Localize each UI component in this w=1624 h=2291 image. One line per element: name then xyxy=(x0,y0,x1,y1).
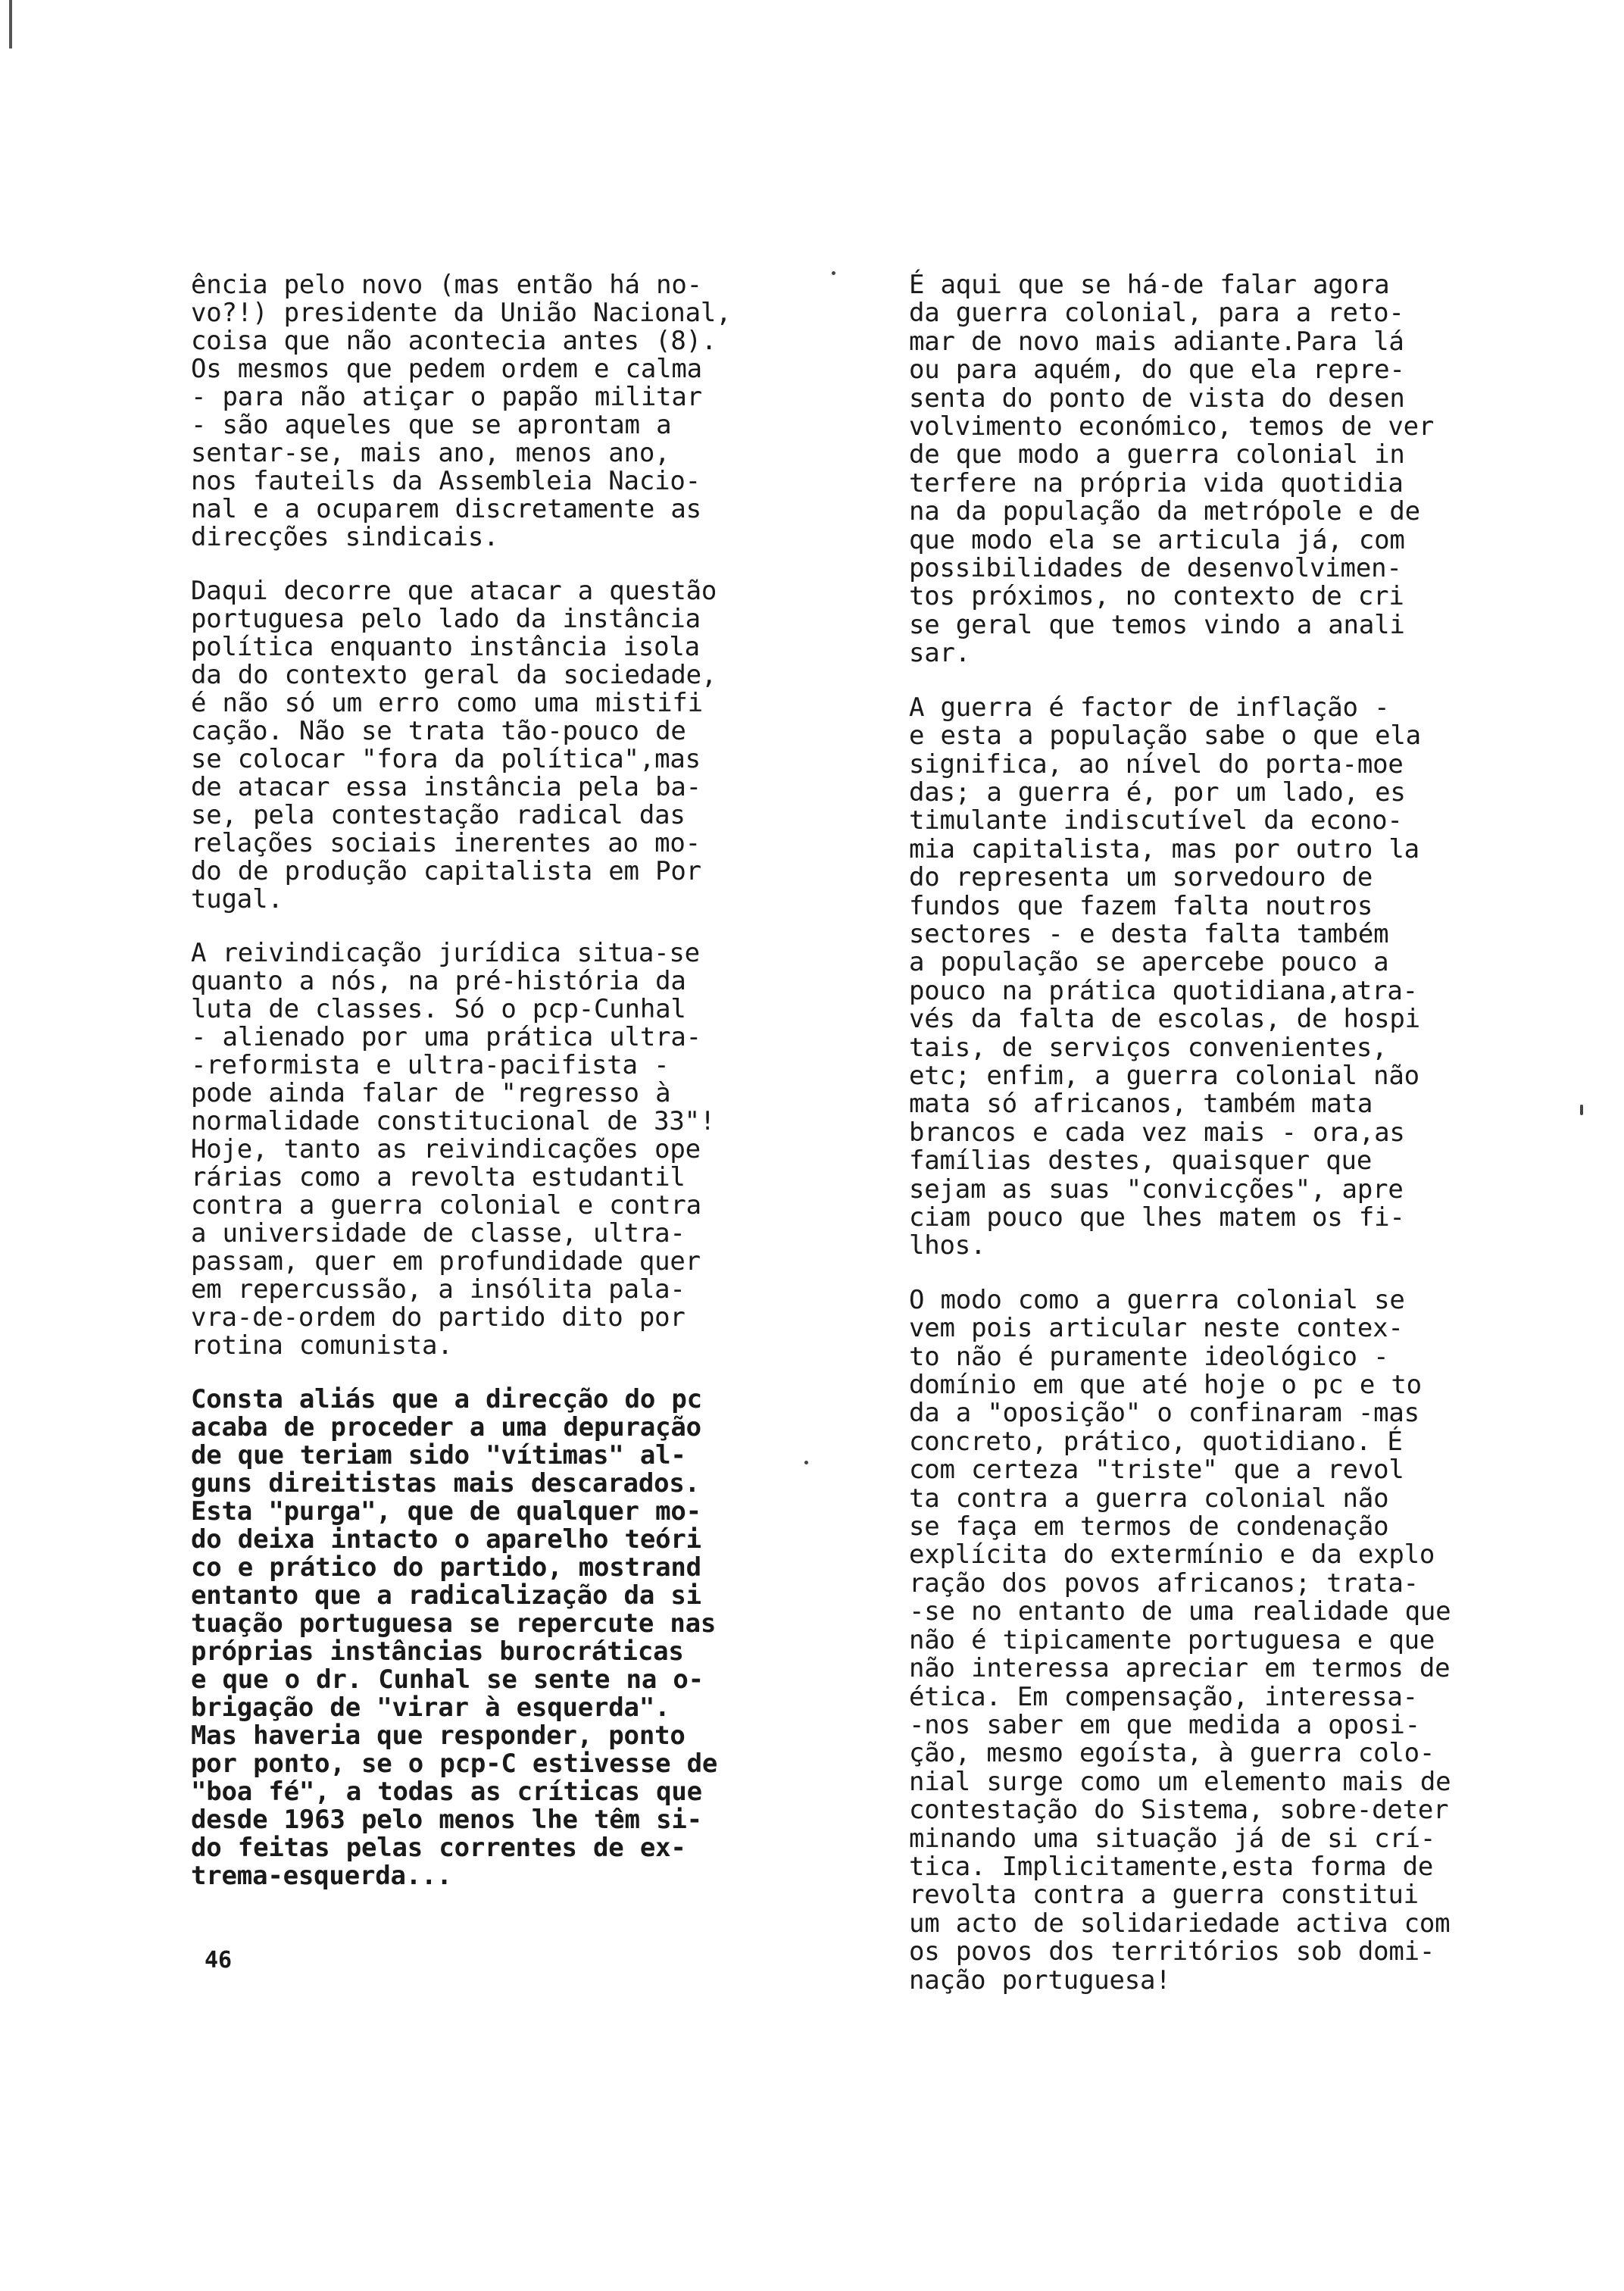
scan-speck xyxy=(832,271,835,275)
page-number: 46 xyxy=(205,1947,233,1974)
scan-edge-mark xyxy=(9,0,12,48)
right-column xyxy=(909,271,1515,2021)
scan-speck xyxy=(804,1461,808,1464)
left-paragraph-2: Daqui decorre que atacar a questão portuguesa pelo lado da instância política enquanto instância isola da do contexto geral da sociedade, é não só um erro como uma mistifi cação. Não se trata tão-pouco de se colocar "fora da política",mas de atacar essa instância pela ba- se, pela contestação radical das relações sociais inerentes ao mo- do de produção capitalista em Por tugal. xyxy=(191,576,717,914)
left-column xyxy=(191,271,782,1916)
scan-speck xyxy=(1580,1105,1583,1115)
left-paragraph-1: ência pelo novo (mas então há no- vo?!) presidente da União Nacional, coisa que não acontecia antes (8). Os mesmos que pedem ordem e calma - para não atiçar o papão militar - são aqueles que se aprontam a sentar-se, mais ano, menos ano, nos fauteils da Assembleia Nacio- nal e a ocuparem discretamente as direcções sindicais. xyxy=(191,270,732,552)
right-paragraph-1: É aqui que se há-de falar agora da guerra colonial, para a reto- mar de novo mais adiante.Para lá ou para aquém, do que ela repre- senta do ponto de vista do desen volvimento económico, temos de ver de que modo a guerra colonial in terfere na própria vida quotidia na da população da metrópole e de que modo ela se articula já, com possibilidades de desenvolvimen- tos próximos, no contexto de cri se geral que temos vindo a anali sar. xyxy=(909,270,1435,669)
left-paragraph-3: A reivindicação jurídica situa-se quanto a nós, na pré-história da luta de classes. Só o pcp-Cunhal - alienado por uma prática ultra- -reformista e ultra-pacifista - pode ainda falar de "regresso à normalidade constitucional de 33"! Hoje, tanto as reivindicações ope rárias como a revolta estudantil contra a guerra colonial e contra a universidade de classe, ultra- passam, quer em profundidade quer em repercussão, a insólita pala- vra-de-ordem do partido dito por rotina comunista. xyxy=(191,938,716,1361)
right-paragraph-3: O modo como a guerra colonial se vem pois articular neste contex- to não é puramente ideológico - domínio em que até hoje o pc e to da a "oposição" o confinaram -mas concreto, prático, quotidiano. É com certeza "triste" que a revol ta contra a guerra colonial não se faça em termos de condenação explícita do extermínio e da explo ração dos povos africanos; trata- -se no entanto de uma realidade que não é tipicamente portuguesa e que não interessa apreciar em termos de ética. Em compensação, interessa- -nos saber em que medida a oposi- ção, mesmo egoísta, à guerra colo- nial surge como um elemento mais de contestação do Sistema, sobre-deter minando uma situação já de si crí- tica. Implicitamente,esta forma de revolta contra a guerra constitui um acto de solidariedade activa com os povos dos territórios sob domi- nação portuguesa! xyxy=(909,1284,1451,1996)
left-paragraph-4: Consta aliás que a direcção do pc acaba de proceder a uma depuração de que teriam sido "vítimas" al- guns direitistas mais descarados. Esta "purga", que de qualquer mo- do deixa intacto o aparelho teóri co e prático do partido, mostrand entanto que a radicalização da si tuação portuguesa se repercute nas próprias instâncias burocráticas e que o dr. Cunhal se sente na o- brigação de "virar à esquerda". Mas haveria que responder, ponto por ponto, se o pcp-C estivesse de "boa fé", a todas as críticas que desde 1963 pelo menos lhe têm si- do feitas pelas correntes de ex- trema-esquerda... xyxy=(191,1384,718,1891)
right-paragraph-2: A guerra é factor de inflação - e esta a população sabe o que ela significa, ao nível do porta-moe das; a guerra é, por um lado, es timulante indiscutível da econo- mia capitalista, mas por outro la do representa um sorvedouro de fundos que fazem falta noutros sectores - e desta falta também a população se apercebe pouco a pouco na prática quotidiana,atra- vés da falta de escolas, de hospi tais, de serviços convenientes, etc; enfim, a guerra colonial não mata só africanos, também mata brancos e cada vez mais - ora,as famílias destes, quaisquer que sejam as suas "convicções", apre ciam pouco que lhes matem os fi- lhos. xyxy=(909,692,1421,1261)
